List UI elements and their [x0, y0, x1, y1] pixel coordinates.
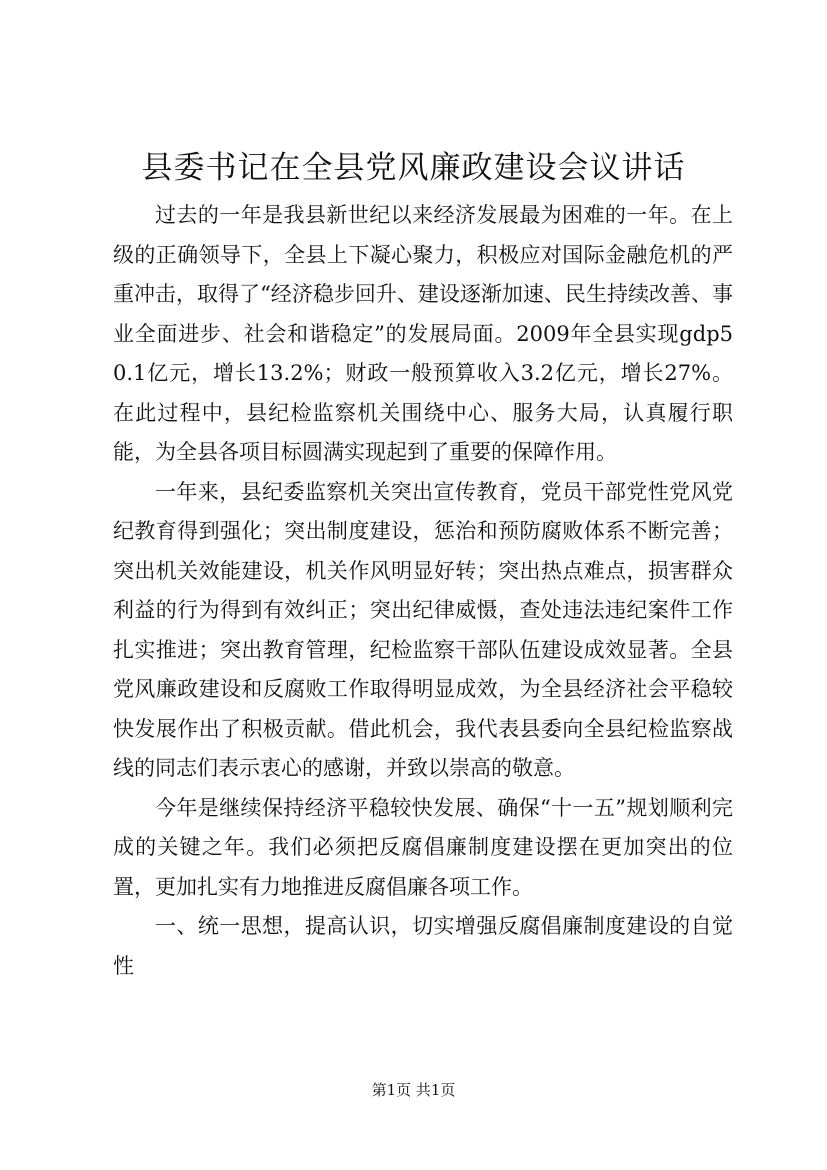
page-number-footer: 第1页 共1页 — [371, 1081, 456, 1099]
paragraph-3: 今年是继续保持经济平稳较快发展、确保“十一五”规划顺利完成的关键之年。我们必须把反腐倡廉制度建设摆在更加突出的位置，更加扎实有力地推进反腐倡廉各项工作。 — [113, 795, 733, 899]
document-title: 县委书记在全县党风廉政建设会议讲话 — [141, 150, 686, 186]
paragraph-1: 过去的一年是我县新世纪以来经济发展最为困难的一年。在上级的正确领导下，全县上下凝心聚力，积极应对国际金融危机的严重冲击，取得了“经济稳步回升、建设逐渐加速、民生持续改善、事业全面进步、社会和谐稳定”的发展局面。2009年全县实现gdp50.1亿元，增长13.2%；财政一般预算收入3.2亿元，增长27%。在此过程中，县纪检监察机关围绕中心、服务大局，认真履行职能，为全县各项目标圆满实现起到了重要的保障作用。 — [113, 203, 733, 464]
paragraph-4: 一、统一思想，提高认识，切实增强反腐倡廉制度建设的自觉性 — [113, 914, 733, 978]
paragraph-2: 一年来，县纪委监察机关突出宣传教育，党员干部党性党风党纪教育得到强化；突出制度建设，惩治和预防腐败体系不断完善；突出机关效能建设，机关作风明显好转；突出热点难点，损害群众利益的行为得到有效纠正；突出纪律威慑，查处违法违纪案件工作扎实推进；突出教育管理，纪检监察干部队伍建设成效显著。全县党风廉政建设和反腐败工作取得明显成效，为全县经济社会平稳较快发展作出了积极贡献。借此机会，我代表县委向全县纪检监察战线的同志们表示衷心的感谢，并致以崇高的敬意。 — [113, 479, 733, 780]
document-body — [113, 196, 733, 986]
